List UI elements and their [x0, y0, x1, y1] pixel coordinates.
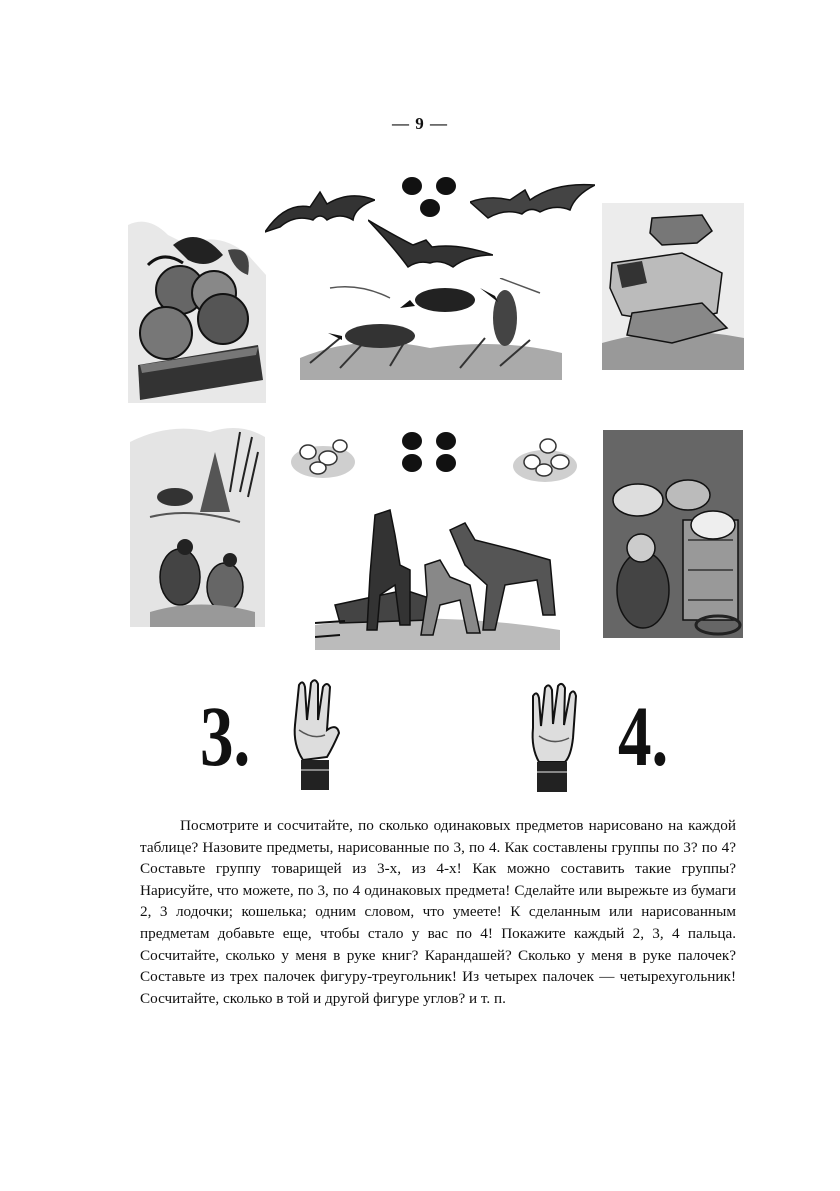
dogs-illustration: [315, 505, 560, 650]
cats-illustration: [603, 430, 743, 638]
four-dots-marker: [400, 430, 460, 475]
three-fingers-hand-illustration: [285, 675, 347, 793]
bat-illustration-3: [470, 180, 595, 225]
three-dots-marker: [400, 175, 460, 220]
body-text-block: [140, 815, 736, 1009]
body-paragraph: Посмотрите и сосчитайте, по сколько одинаковых предметов нарисовано на каждой таблице? Назовите предметы, нарисованные по 3, по 4. Как составлены группы по 3? по 4? Составьте группу товарищей из 3-х, из 4-х! Как можно составить такие группы? Нарисуйте, что можете, по 3, по 4 одинаковых предмета! Сделайте или вырежьте из бумаги 2, 3 лодочки; кошелька; одним словом, что умеете! К сделанным или нарисованным предметам добавьте еще, чтобы стало у вас по 4! Покажите каждый 2, 3, 4 пальца. Сосчитайте, сколько у меня в руке книг? Карандашей? Сколько у меня в руке палочек? Составьте из трех палочек фигуру-треугольник! Из четырех палочек — четырехугольник! Сосчитайте, сколько в той и другой фигуре углов? и т. п.: [140, 817, 736, 1007]
apples-illustration: [128, 215, 266, 403]
birds-illustration: [300, 278, 562, 380]
chicks-illustration-1: [290, 432, 356, 480]
bat-illustration-1: [265, 182, 375, 240]
numeral-four: 4.: [618, 688, 669, 784]
cows-illustration: [602, 203, 744, 370]
numeral-three: 3.: [200, 688, 251, 784]
four-fingers-hand-illustration: [525, 678, 585, 793]
page-number: — 9 —: [392, 114, 448, 133]
chicks-illustration-2: [512, 432, 578, 484]
grouse-illustration: [130, 422, 265, 627]
